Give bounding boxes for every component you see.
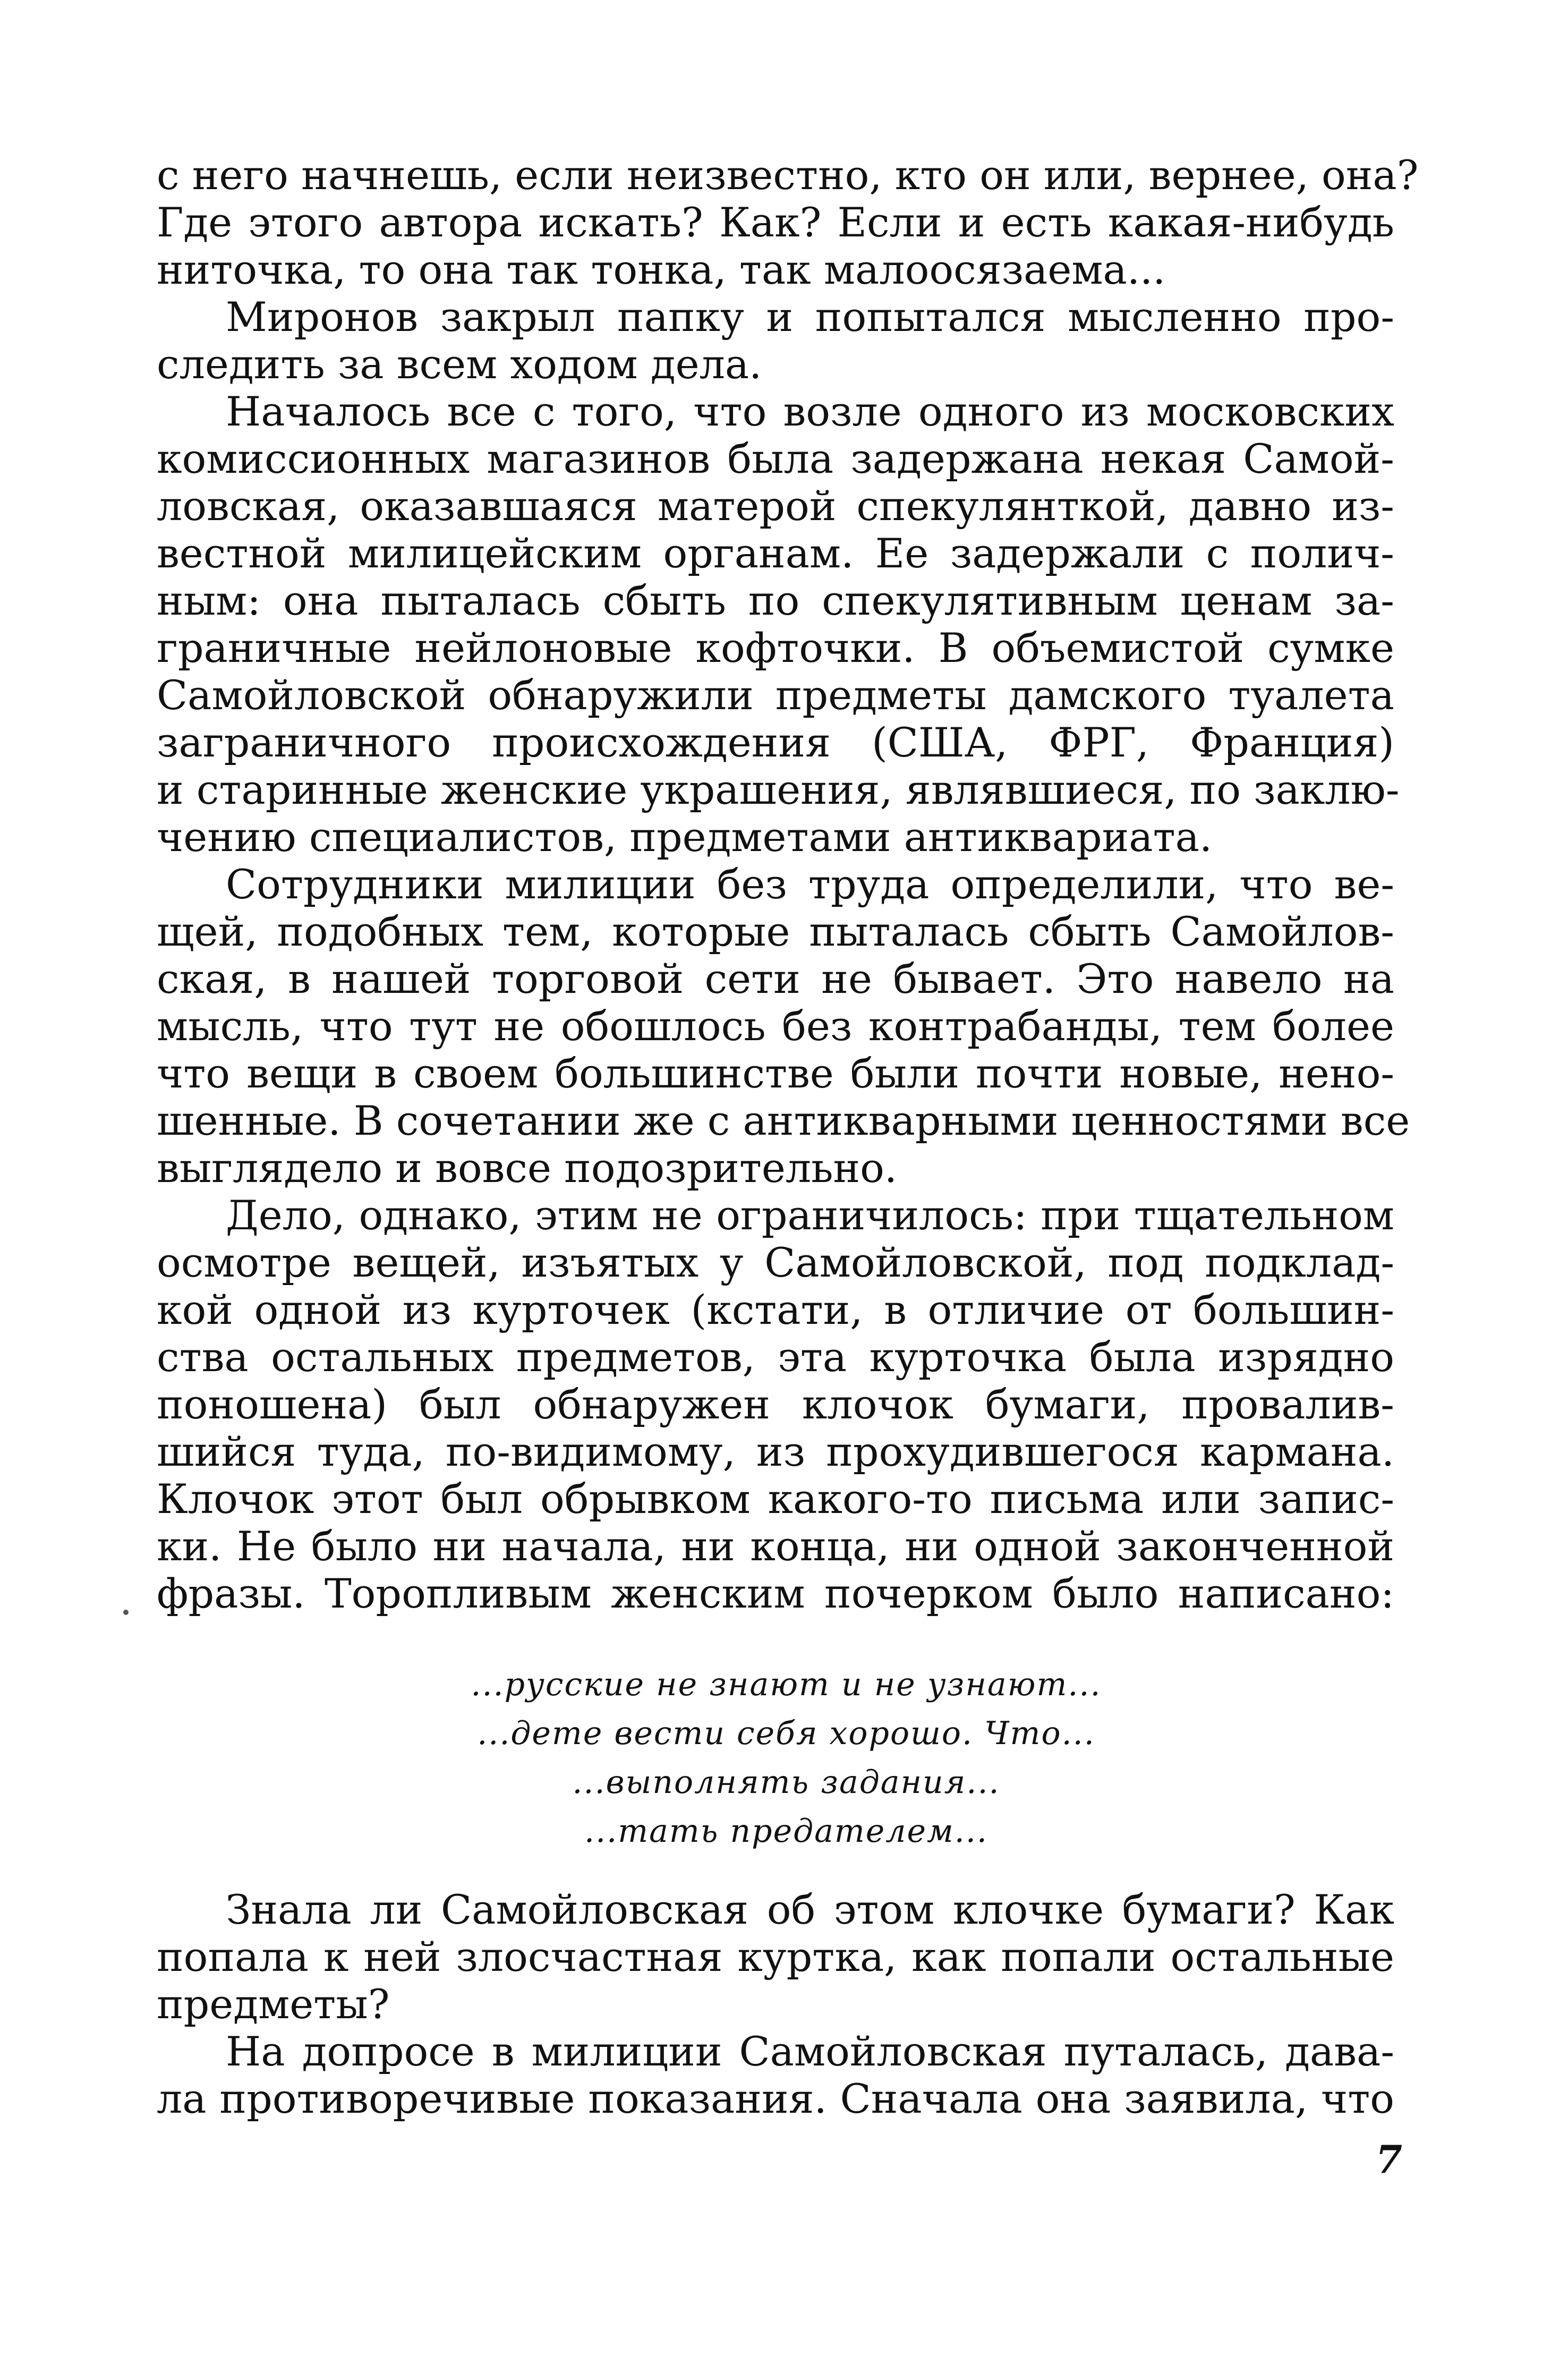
text-line: ства остальных предметов, эта курточка была изрядно — [157, 1333, 1394, 1381]
text-line: выглядело и вовсе подозрительно. — [157, 1144, 898, 1192]
text-line: ская, в нашей торговой сети не бывает. Это навело на — [157, 955, 1394, 1002]
text-line: попала к ней злосчастная куртка, как попали остальные — [157, 1933, 1394, 1980]
text-line: Клочок этот был обрывком какого-то письма или запис- — [157, 1475, 1394, 1523]
quote-line: ...русские не знают и не узнают... — [471, 1666, 1102, 1703]
text-line: мысль, что тут не обошлось без контрабанды, тем более — [157, 1002, 1394, 1050]
text-line: чению специалистов, предметами антиквариата. — [157, 813, 1213, 861]
text-line: осмотре вещей, изъятых у Самойловской, под подклад- — [157, 1239, 1394, 1286]
text-line: следить за всем ходом дела. — [157, 341, 762, 388]
quote-line: ...тать предателем... — [584, 1813, 988, 1850]
text-line: предметы? — [157, 1980, 390, 2028]
text-line: заграничного происхождения (США, ФРГ, Франция) — [157, 719, 1394, 766]
text-line: Знала ли Самойловская об этом клочке бумаги? Как — [226, 1886, 1394, 1933]
quote-line: ...выполнять задания... — [572, 1764, 1000, 1801]
text-line: и старинные женские украшения, являвшиеся, по заклю- — [157, 766, 1400, 813]
text-line: с него начнешь, если неизвестно, кто он или, вернее, она? — [157, 151, 1419, 199]
text-line: шенные. В сочетании же с антикварными ценностями все — [157, 1097, 1410, 1144]
text-line: ниточка, то она так тонка, так малоосязаема... — [157, 246, 1166, 293]
text-line: шийся туда, по-видимому, из прохудившегося кармана. — [157, 1428, 1394, 1475]
text-line: Где этого автора искать? Как? Если и есть какая-нибудь — [157, 199, 1394, 246]
text-line: Сотрудники милиции без труда определили, что ве- — [226, 861, 1394, 908]
text-line: ным: она пыталась сбыть по спекулятивным ценам за- — [157, 577, 1394, 624]
text-line: комиссионных магазинов была задержана некая Самой- — [157, 435, 1394, 482]
text-line: Самойловской обнаружили предметы дамского туалета — [157, 671, 1394, 719]
text-line: фразы. Торопливым женским почерком было написано: — [157, 1570, 1394, 1617]
text-line: На допросе в милиции Самойловская путалась, дава- — [226, 2028, 1394, 2075]
text-line: кой одной из курточек (кстати, в отличие от большин- — [157, 1286, 1394, 1333]
text-line: поношена) был обнаружен клочок бумаги, провалив- — [157, 1381, 1394, 1428]
quote-line: ...дете вести себя хорошо. Что... — [477, 1715, 1095, 1752]
text-line: ловская, оказавшаяся матерой спекулянткой, давно из- — [157, 482, 1394, 530]
main-text-top — [157, 151, 1419, 1617]
text-line: Началось все с того, что возле одного из московских — [226, 388, 1394, 435]
text-line: граничные нейлоновые кофточки. В объемистой сумке — [157, 624, 1394, 671]
text-line: Миронов закрыл папку и попытался мысленно про- — [226, 293, 1394, 341]
page-number: 7 — [1375, 2137, 1402, 2182]
note-quote — [319, 1660, 1254, 1856]
margin-mark — [123, 1610, 129, 1615]
text-line: ла противоречивые показания. Сначала она заявила, что — [157, 2075, 1394, 2122]
main-text-bottom — [157, 1886, 1394, 2122]
text-line: вестной милицейским органам. Ее задержали с полич- — [157, 530, 1394, 577]
text-line: щей, подобных тем, которые пыталась сбыть Самойлов- — [157, 908, 1394, 955]
text-line: ки. Не было ни начала, ни конца, ни одной законченной — [157, 1523, 1394, 1570]
text-line: Дело, однако, этим не ограничилось: при тщательном — [226, 1192, 1394, 1239]
text-line: что вещи в своем большинстве были почти новые, нено- — [157, 1050, 1394, 1097]
